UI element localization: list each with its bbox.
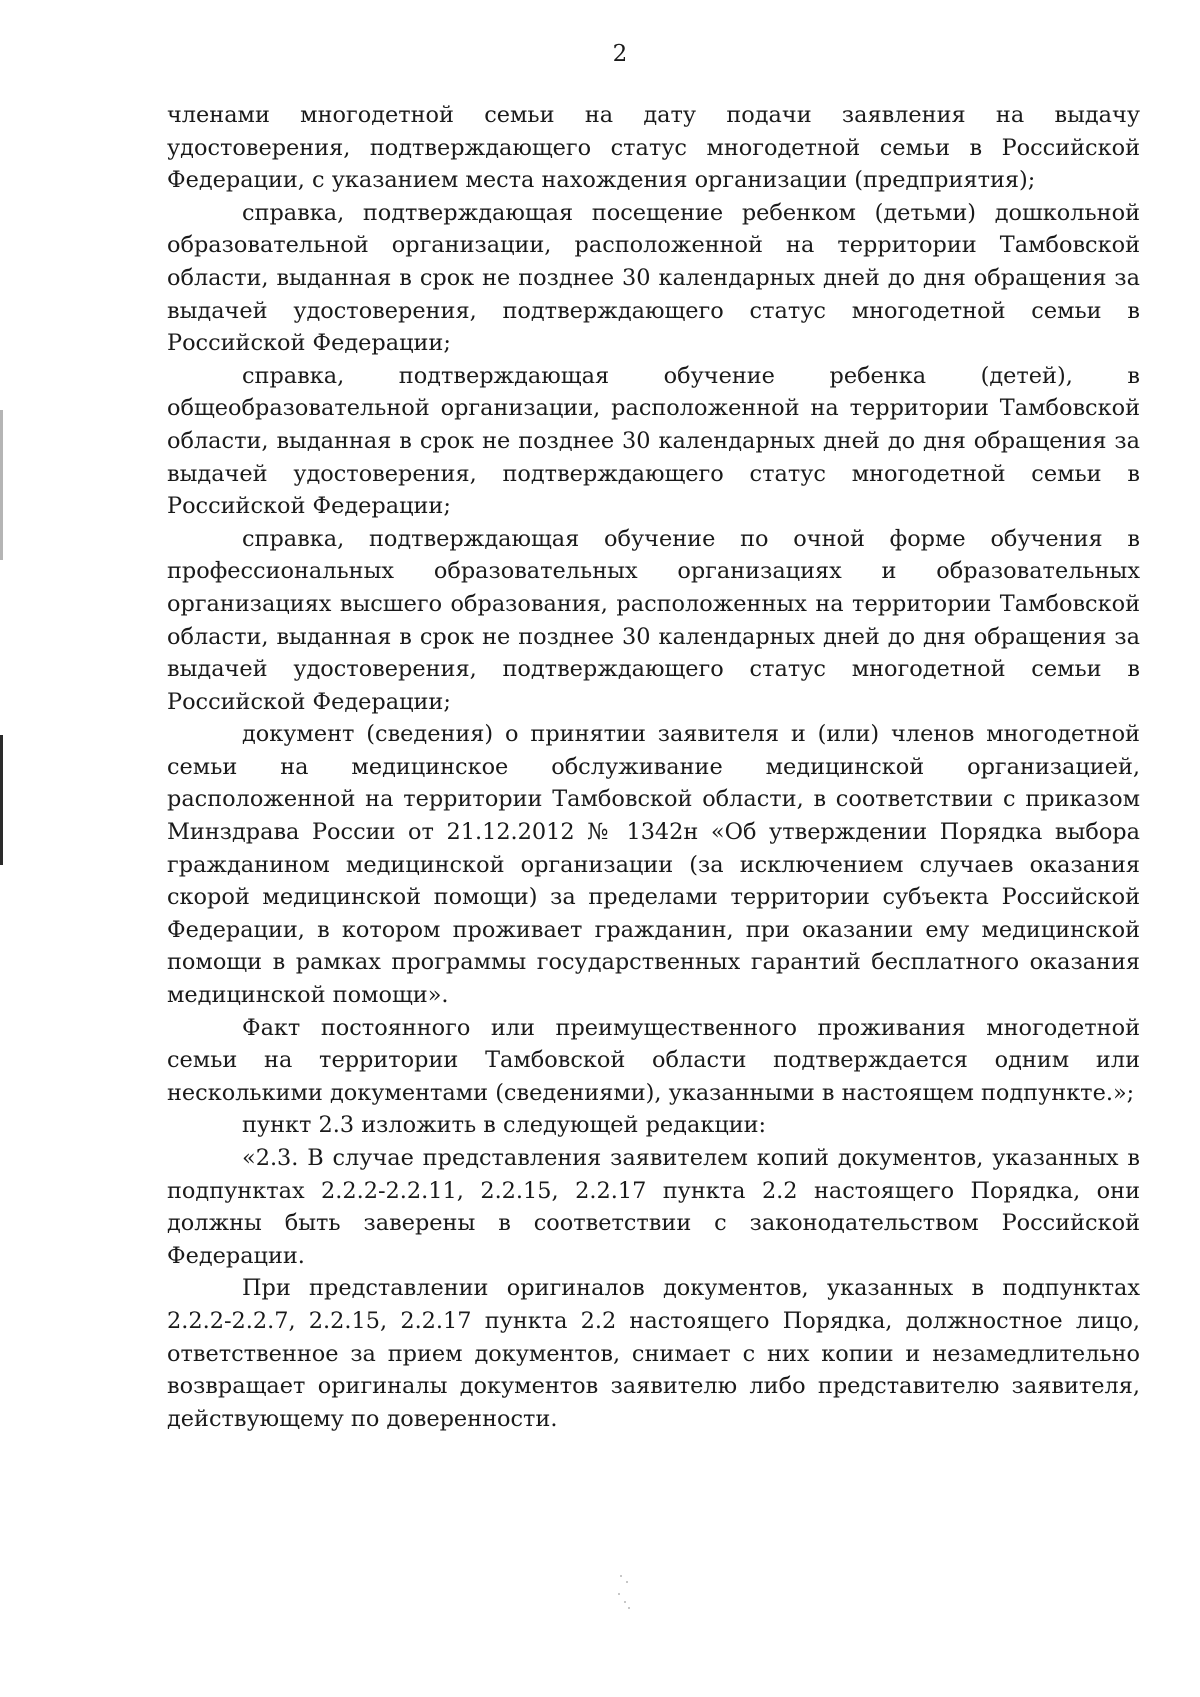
page-number: 2: [612, 41, 628, 67]
scan-edge-mark: [0, 410, 3, 560]
paragraph-originals: При представлении оригиналов документов, указанных в подпунктах 2.2.2-2.2.7, 2.2.15, 2.2.17 пункта 2.2 настоящего Порядка, должностное лицо, ответственное за прием документов, снимает с них копии и незамедлительно возвращает оригиналы документов заявителю либо представителю заявителя, действующему по доверенности.: [167, 1275, 1140, 1432]
document-body: [167, 99, 1140, 1435]
paragraph-medical-service-document: документ (сведения) о принятии заявителя и (или) членов многодетной семьи на медицинское обслуживание медицинской организацией, расположенной на территории Тамбовской области, в соответствии с приказом Минздрава России от 21.12.2012 № 1342н «Об утверждении Порядка выбора гражданином медицинской организации (за исключением случаев оказания скорой медицинской помощи) за пределами территории субъекта Российской Федерации, в котором проживает гражданин, при оказании ему медицинской помощи в рамках программы государственных гарантий бесплатного оказания медицинской помощи».: [167, 721, 1140, 1009]
paragraph-clause-2-3: «2.3. В случае представления заявителем копий документов, указанных в подпунктах 2.2.2-2.2.11, 2.2.15, 2.2.17 пункта 2.2 настоящего Порядка, они должны быть заверены в соответствии с законодательством Российской Федерации.: [167, 1145, 1140, 1269]
scan-edge-mark: [0, 735, 3, 865]
scan-specks: [616, 1573, 636, 1613]
paragraph-fulltime-study-certificate: справка, подтверждающая обучение по очной форме обучения в профессиональных образовательных организациях и образовательных организациях высшего образования, расположенных на территории Тамбовской области, выданная в срок не позднее 30 календарных дней до дня обращения за выдачей удостоверения, подтверждающего статус многодетной семьи в Российской Федерации;: [167, 525, 1140, 715]
paragraph-amendment-intro: пункт 2.3 изложить в следующей редакции:: [242, 1112, 767, 1139]
paragraph-residence-fact: Факт постоянного или преимущественного проживания многодетной семьи на территории Тамбовской области подтверждается одним или несколькими документами (сведениями), указанными в настоящем подпункте.»;: [167, 1014, 1140, 1106]
paragraph-school-certificate: справка, подтверждающая обучение ребенка (детей), в общеобразовательной организации, расположенной на территории Тамбовской области, выданная в срок не позднее 30 календарных дней до дня обращения за выдачей удостоверения, подтверждающего статус многодетной семьи в Российской Федерации;: [167, 362, 1140, 520]
paragraph-continuation: членами многодетной семьи на дату подачи заявления на выдачу удостоверения, подтверждающего статус многодетной семьи в Российской Федерации, с указанием места нахождения организации (предприятия);: [167, 102, 1140, 194]
paragraph-preschool-certificate: справка, подтверждающая посещение ребенком (детьми) дошкольной образовательной организации, расположенной на территории Тамбовской области, выданная в срок не позднее 30 календарных дней до дня обращения за выдачей удостоверения, подтверждающего статус многодетной семьи в Российской Федерации;: [167, 199, 1140, 357]
